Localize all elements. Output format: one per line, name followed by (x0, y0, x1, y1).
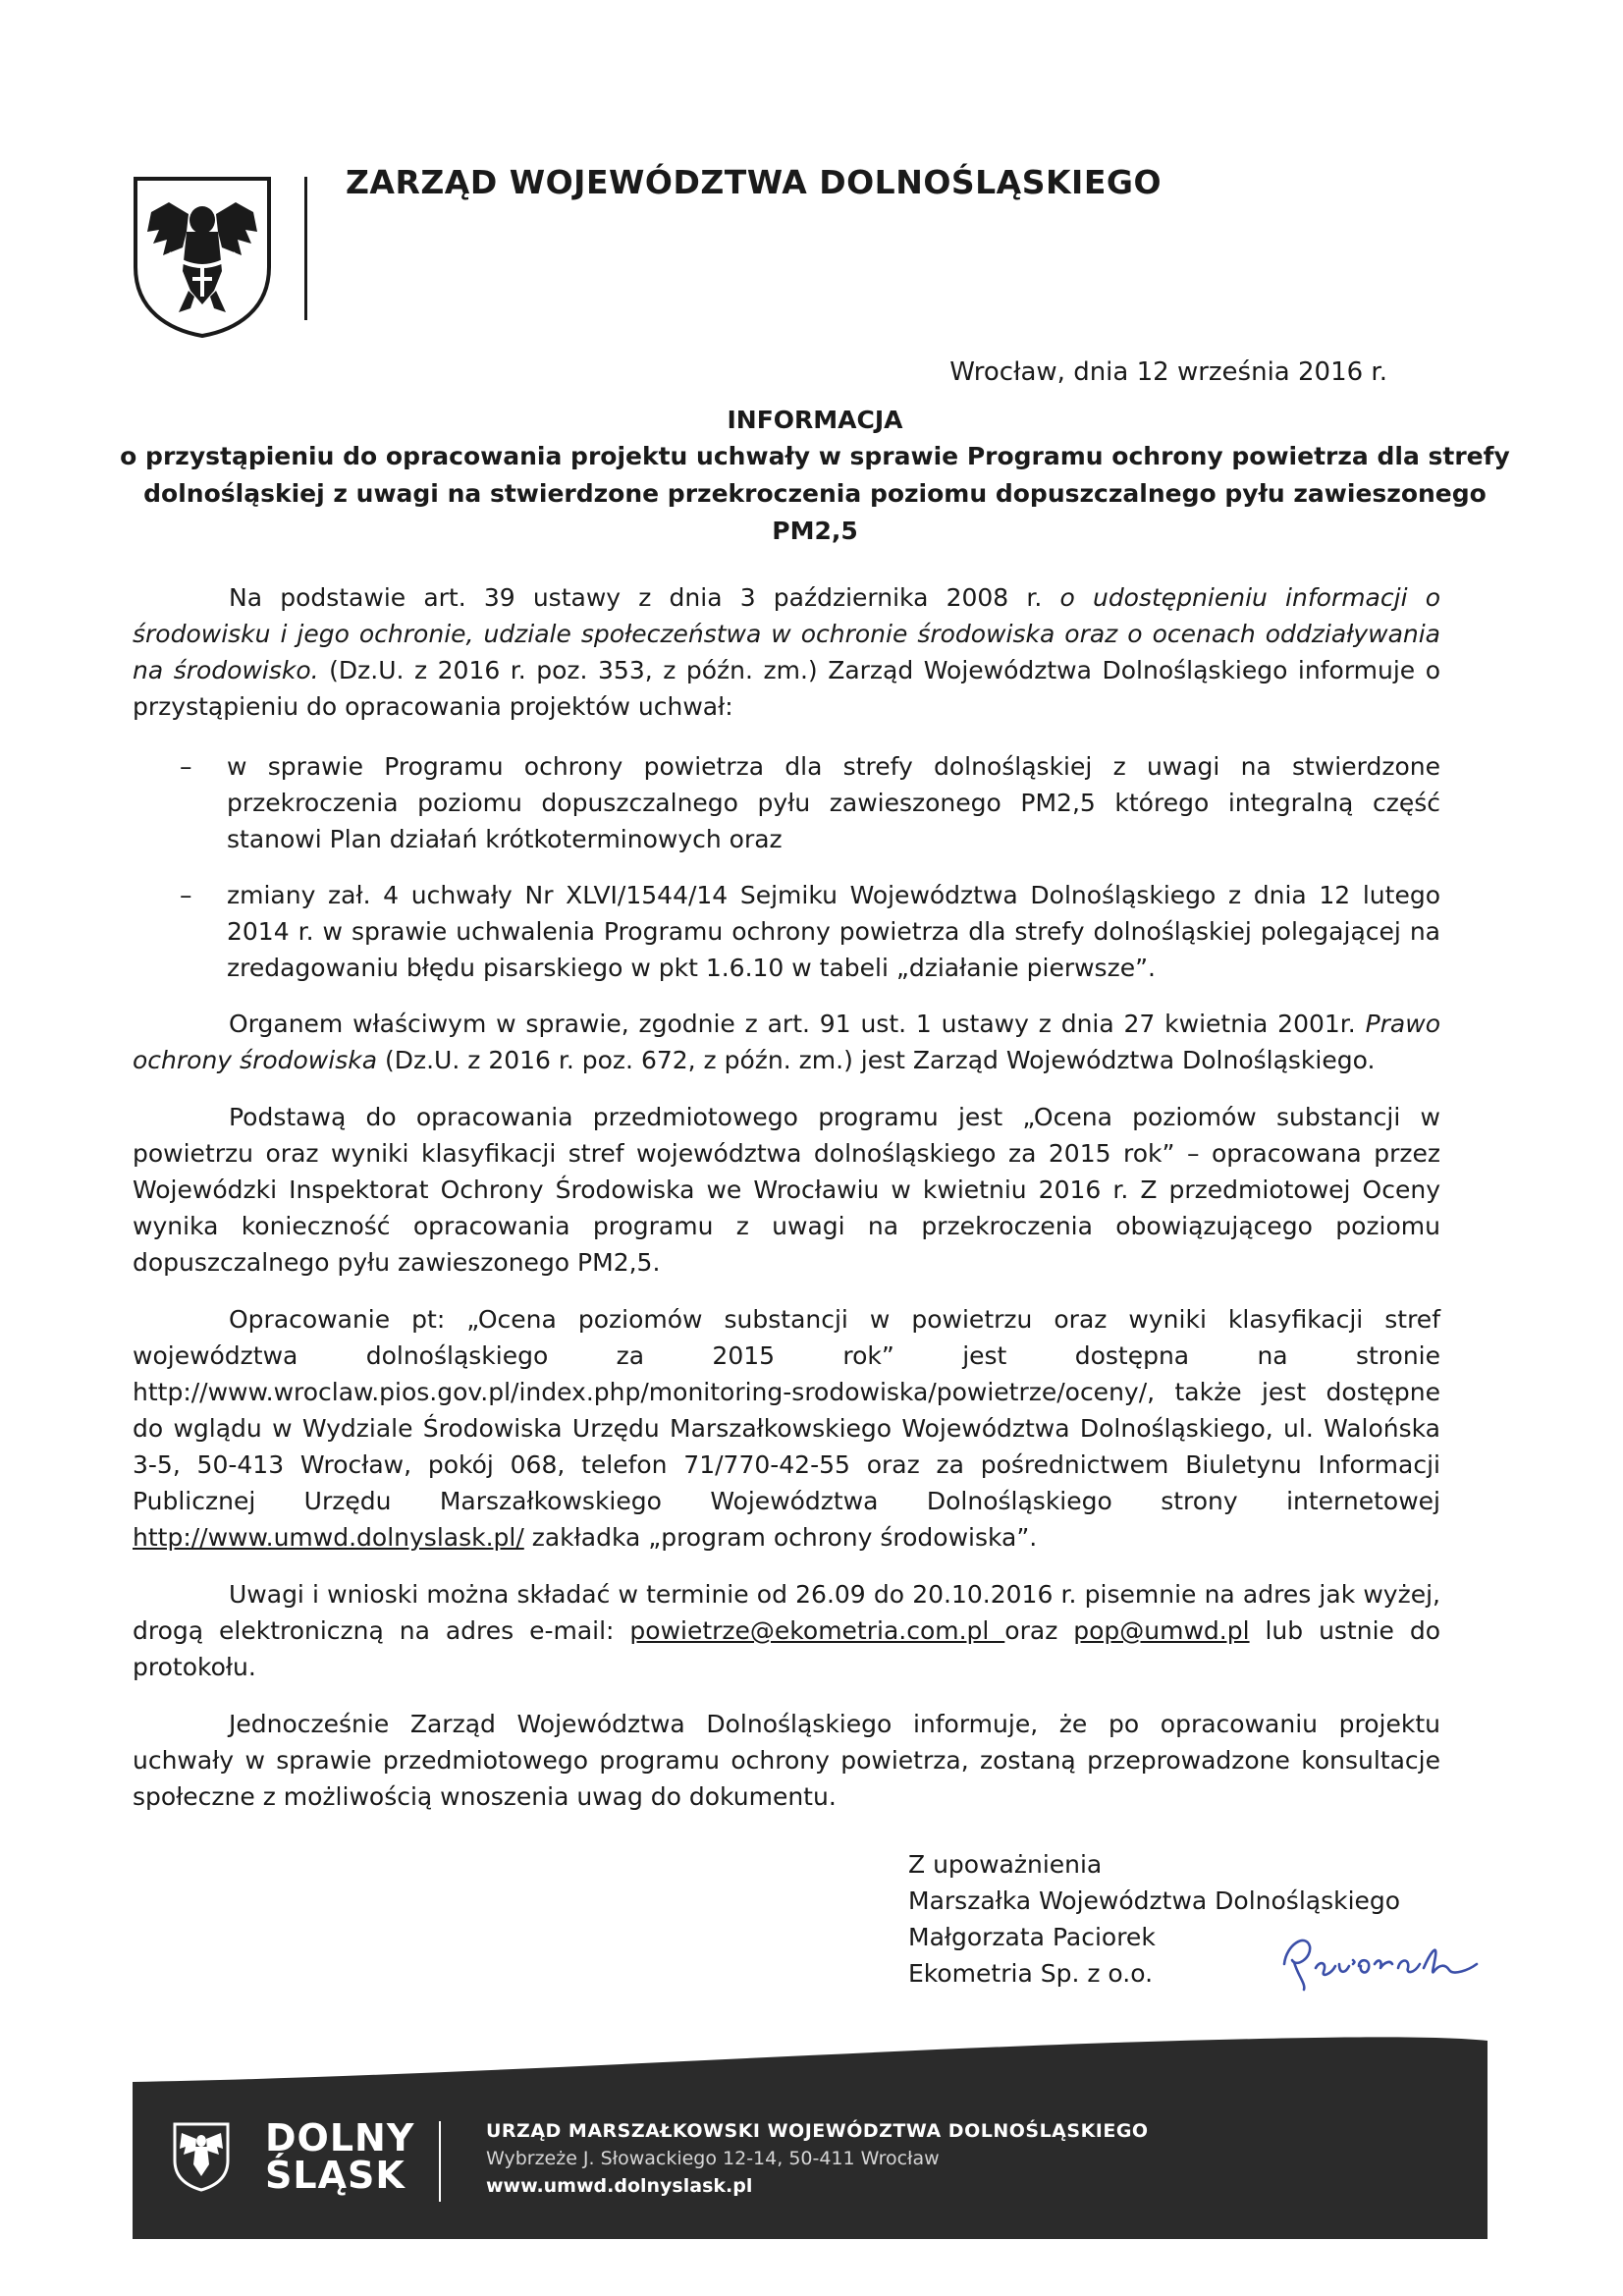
signature-line-office: Marszałka Województwa Dolnośląskiego (908, 1886, 1401, 1915)
silesian-eagle-crest-icon (130, 173, 275, 338)
paragraph-text: Na podstawie art. 39 ustawy z dnia 3 października 2008 r. (229, 583, 1060, 612)
footer-banner (133, 2023, 1488, 2239)
list-dash: – (180, 752, 192, 781)
header-divider (304, 177, 307, 320)
paragraph-text: (Dz.U. z 2016 r. poz. 672, z późn. zm.) jest Zarząd Województwa Dolnośląskiego. (377, 1046, 1376, 1074)
handwritten-signature (1276, 1925, 1483, 1994)
paragraph-competent-authority (133, 1006, 1440, 1078)
email-link-umwd[interactable]: pop@umwd.pl (1073, 1616, 1250, 1645)
paragraph-consultations: Jednocześnie Zarząd Województwa Dolnośląskiego informuje, że po opracowaniu projektu uchwały w sprawie przedmiotowego programu ochrony powietrza, zostaną przeprowadzone konsultacje społeczne z możliwością wnoszenia uwag do dokumentu. (133, 1710, 1440, 1811)
office-address: Wybrzeże J. Słowackiego 12-14, 50-411 Wrocław (486, 2148, 940, 2169)
paragraph-text: zakładka „program ochrony środowiska”. (523, 1523, 1038, 1552)
paragraph-comments (133, 1576, 1440, 1685)
paragraph-text: (Dz.U. z 2016 r. poz. 353, z późn. zm.) Zarząd Województwa Dolnośląskiego informuje o przystąpieniu do opracowania projektów uchwał: (133, 656, 1441, 721)
email-link-ekometria[interactable]: powietrze@ekometria.com.pl (629, 1616, 1005, 1645)
list-dash: – (180, 881, 192, 909)
resolution-list (133, 748, 1440, 986)
act-title: Prawo ochrony środowiska (133, 1010, 1440, 1074)
document-title-block (118, 403, 1512, 550)
paragraph-availability (133, 1301, 1440, 1556)
document-date: Wrocław, dnia 12 września 2016 r. (949, 357, 1387, 387)
document-subject-line-1: o przystąpieniu do opracowania projektu uchwały w sprawie Programu ochrony powietrza dla strefy (120, 442, 1510, 470)
footer-divider (439, 2121, 441, 2202)
list-item (133, 748, 1440, 857)
document-subject-line-2: dolnośląskiej z uwagi na stwierdzone przekroczenia poziomu dopuszczalnego pyłu zawieszonego (143, 479, 1487, 508)
page-title: ZARZĄD WOJEWÓDZTWA DOLNOŚLĄSKIEGO (346, 163, 1163, 201)
paragraph-text: lub ustnie do protokołu. (133, 1616, 1440, 1681)
website-link[interactable]: http://www.umwd.dolnyslask.pl/ (133, 1523, 524, 1552)
paragraph-text: Opracowanie pt: „Ocena poziomów substancji w powietrzu oraz wyniki klasyfikacji stref województwa dolnośląskiego za 2015 rok” jest dostępna na stronie http://www.wroclaw.pios.gov.pl/index.php/monitoring-srodowiska/powietrze/oceny/, także jest dostępne do wglądu w Wydziale Środowiska Urzędu Marszałkowskiego Województwa Dolnośląskiego, ul. Walońska 3-5, 50-413 Wrocław, pokój 068, telefon 71/770-42-55 oraz za pośrednictwem Biuletynu Informacji Publicznej Urzędu Marszałkowskiego Województwa Dolnośląskiego strony internetowej (133, 1305, 1440, 1515)
document-body (133, 579, 1440, 1835)
signature-line-name: Małgorzata Paciorek (908, 1923, 1156, 1951)
list-item-text: zmiany zał. 4 uchwały Nr XLVI/1544/14 Sejmiku Województwa Dolnośląskiego z dnia 12 lutego 2014 r. w sprawie uchwalenia Programu ochrony powietrza dla strefy dolnośląskiej polegającej na zredagowaniu błędu pisarskiego w pkt 1.6.10 w tabeli „działanie pierwsze”. (227, 881, 1440, 982)
paragraph-legal-basis (133, 579, 1440, 725)
paragraph-text: Organem właściwym w sprawie, zgodnie z art. 91 ust. 1 ustawy z dnia 27 kwietnia 2001r. (229, 1010, 1366, 1038)
office-website-link[interactable]: www.umwd.dolnyslask.pl (486, 2175, 753, 2197)
signature-line-authorization: Z upoważnienia (908, 1850, 1103, 1879)
document-subject-line-3: PM2,5 (772, 517, 858, 545)
brand-line: ŚLĄSK (265, 2154, 406, 2197)
paragraph-basis-assessment: Podstawą do opracowania przedmiotowego programu jest „Ocena poziomów substancji w powietrzu oraz wyniki klasyfikacji stref województwa dolnośląskiego za 2015 rok” – opracowana przez Wojewódzki Inspektorat Ochrony Środowiska we Wrocławiu w kwietniu 2016 r. Z przedmiotowej Oceny wynika konieczność opracowania programu z uwagi na przekroczenia obowiązującego poziomu dopuszczalnego pyłu zawieszonego PM2,5. (133, 1103, 1440, 1277)
signature-line-company: Ekometria Sp. z o.o. (908, 1959, 1154, 1988)
office-name: URZĄD MARSZAŁKOWSKI WOJEWÓDZTWA DOLNOŚLĄSKIEGO (486, 2120, 1149, 2142)
office-info (486, 2117, 1149, 2200)
brand-line: DOLNY (265, 2116, 415, 2159)
act-title: o udostępnieniu informacji o środowisku i jego ochronie, udziale społeczeństwa w ochronie środowiska oraz o ocenach oddziaływania na środowisko. (133, 583, 1440, 684)
paragraph-text: Uwagi i wnioski można składać w terminie od 26.09 do 20.10.2016 r. pisemnie na adres jak wyżej, drogą elektroniczną na adres e-mail: (133, 1580, 1440, 1645)
document-heading: INFORMACJA (727, 406, 903, 434)
list-item-text: w sprawie Programu ochrony powietrza dla strefy dolnośląskiej z uwagi na stwierdzone przekroczenia poziomu dopuszczalnego pyłu zawieszonego PM2,5 którego integralną część stanowi Plan działań krótkoterminowych oraz (227, 752, 1440, 853)
paragraph-text: oraz (1004, 1616, 1074, 1645)
silesian-eagle-crest-icon (172, 2121, 231, 2192)
brand-wordmark (265, 2116, 415, 2197)
list-item (133, 877, 1440, 986)
